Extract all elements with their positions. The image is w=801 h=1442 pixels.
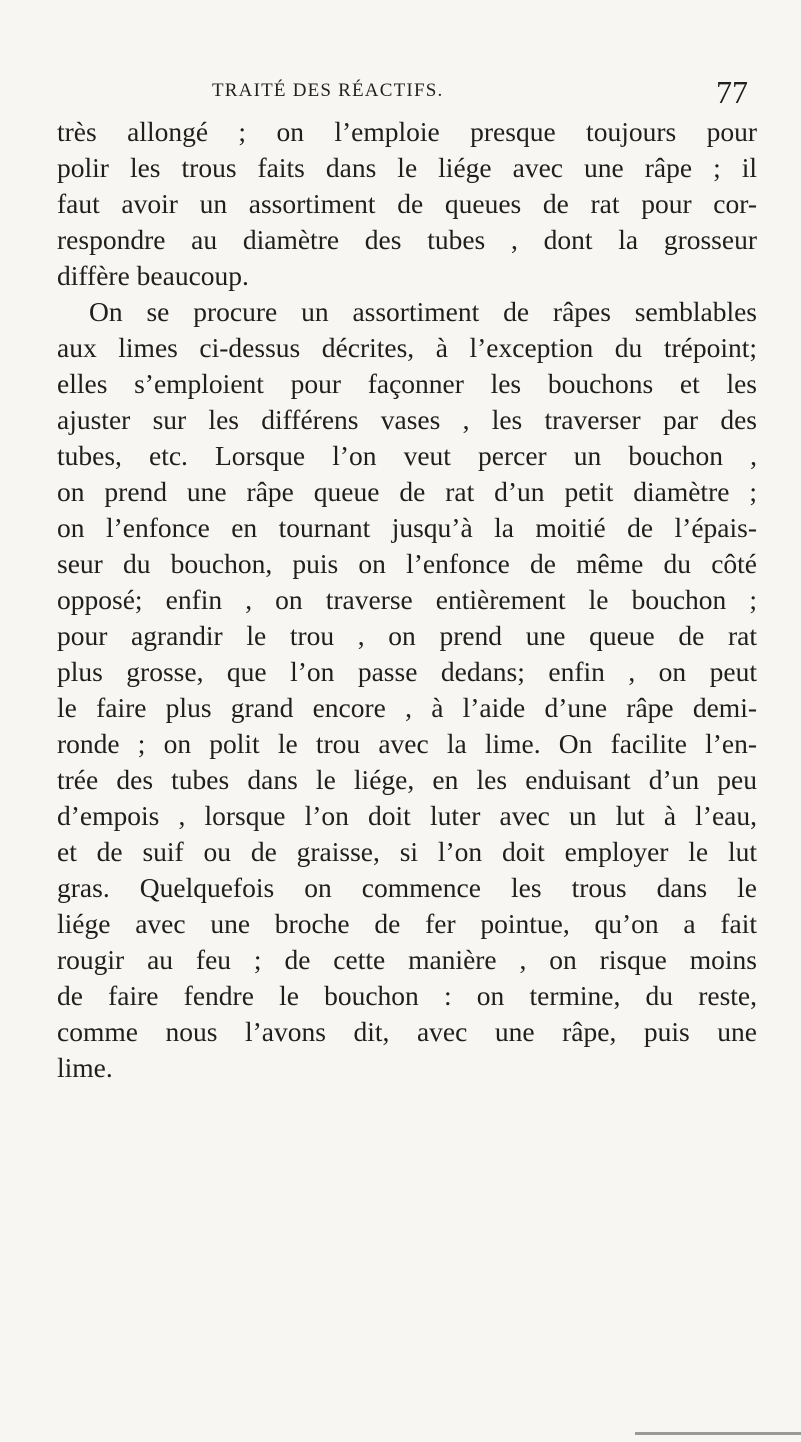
- text-line-10: tubes, etc. Lorsque l’on veut percer un bouchon ,: [57, 440, 757, 471]
- text-line-26: comme nous l’avons dit, avec une râpe, puis une: [57, 1016, 757, 1047]
- text-line-12: on l’enfonce en tournant jusqu’à la moitié de l’épais-: [57, 512, 757, 543]
- running-head: TRAITÉ DES RÉACTIFS.: [212, 80, 444, 101]
- text-line-24: rougir au feu ; de cette manière , on risque moins: [57, 944, 757, 975]
- text-line-17: le faire plus grand encore , à l’aide d’une râpe demi-: [57, 692, 757, 723]
- page-number: 77: [716, 74, 748, 110]
- text-line-9: ajuster sur les différens vases , les traverser par des: [57, 404, 757, 435]
- text-line-21: et de suif ou de graisse, si l’on doit employer le lut: [57, 836, 757, 867]
- text-line-23: liége avec une broche de fer pointue, qu’on a fait: [57, 908, 757, 939]
- text-line-3: faut avoir un assortiment de queues de rat pour cor-: [57, 188, 757, 219]
- text-line-16: plus grosse, que l’on passe dedans; enfin , on peut: [57, 656, 757, 687]
- text-line-14: opposé; enfin , on traverse entièrement le bouchon ;: [57, 584, 757, 615]
- text-line-8: elles s’emploient pour façonner les bouchons et les: [57, 368, 757, 399]
- text-line-25: de faire fendre le bouchon : on termine, du reste,: [57, 980, 757, 1011]
- text-line-19: trée des tubes dans le liége, en les enduisant d’un peu: [57, 764, 757, 795]
- text-line-5: diffère beaucoup.: [57, 260, 249, 291]
- text-line-15: pour agrandir le trou , on prend une queue de rat: [57, 620, 757, 651]
- text-line-20: d’empois , lorsque l’on doit luter avec un lut à l’eau,: [57, 800, 757, 831]
- text-line-18: ronde ; on polit le trou avec la lime. On facilite l’en-: [57, 728, 757, 759]
- page-edge-rule: [635, 1432, 801, 1435]
- text-line-13: seur du bouchon, puis on l’enfonce de même du côté: [57, 548, 757, 579]
- text-line-22: gras. Quelquefois on commence les trous dans le: [57, 872, 757, 903]
- text-line-1: très allongé ; on l’emploie presque toujours pour: [57, 116, 757, 147]
- text-line-2: polir les trous faits dans le liége avec une râpe ; il: [57, 152, 757, 183]
- text-line-6: On se procure un assortiment de râpes semblables: [89, 296, 757, 327]
- text-line-27: lime.: [57, 1052, 113, 1083]
- text-line-7: aux limes ci-dessus décrites, à l’exception du trépoint;: [57, 332, 757, 363]
- text-line-4: respondre au diamètre des tubes , dont la grosseur: [57, 224, 757, 255]
- text-line-11: on prend une râpe queue de rat d’un petit diamètre ;: [57, 476, 757, 507]
